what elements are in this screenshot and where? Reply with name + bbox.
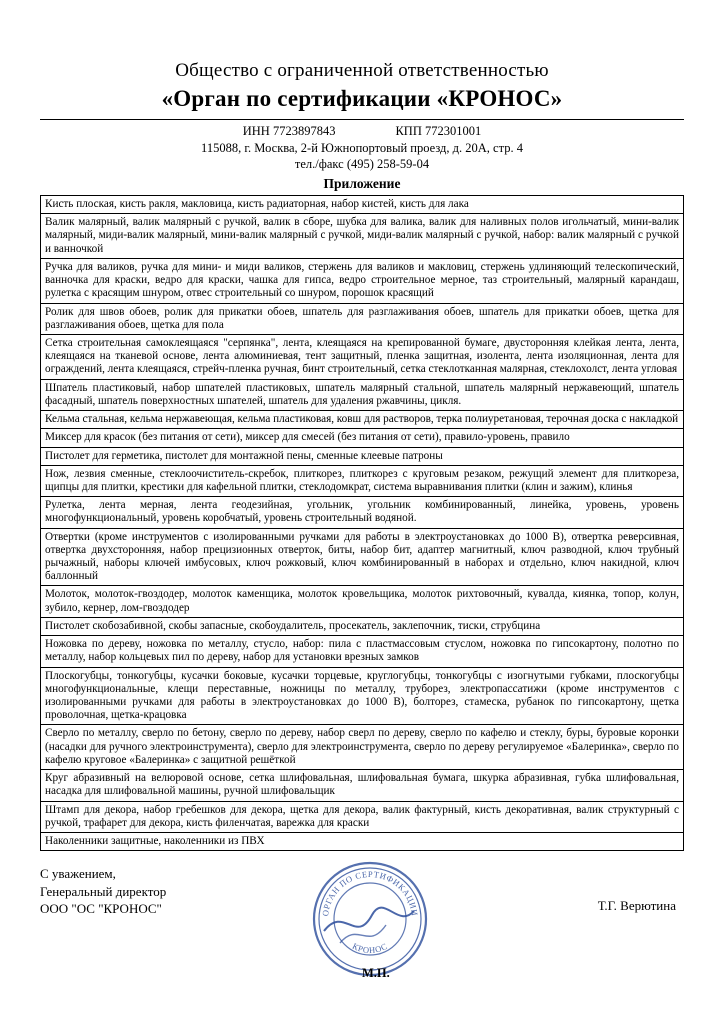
- table-row: [41, 725, 684, 770]
- table-row: [41, 258, 684, 303]
- table-row: [41, 586, 684, 617]
- item-cell: Ножовка по дереву, ножовка по металлу, стусло, набор: пила с пластмассовым стуслом, ножовка по гипсокартону, полотно по металлу, набор кольцевых пил по дереву, набор для установки врезных замков: [41, 636, 684, 667]
- table-row: [41, 447, 684, 465]
- item-cell: Нож, лезвия сменные, стеклоочиститель-скребок, плиткорез, плиткорез с круговым резаком, режущий элемент для плиткореза, щипцы для плитки, крестики для кафельной плитки, стеклодомкрат, система выравнивания плитки (клин и зажим), клинья: [41, 465, 684, 496]
- table-row: [41, 528, 684, 586]
- official-stamp-icon: [310, 859, 428, 977]
- item-cell: Кельма стальная, кельма нержавеющая, кельма пластиковая, ковш для растворов, терка полиуретановая, терочная доска с накладкой: [41, 411, 684, 429]
- svg-text:ОРГАН ПО СЕРТИФИКАЦИИ: ОРГАН ПО СЕРТИФИКАЦИИ: [320, 869, 420, 917]
- signer-company: ООО "ОС "КРОНОС": [40, 901, 162, 917]
- items-table-body: [41, 196, 684, 851]
- item-cell: Кисть плоская, кисть ракля, макловица, кисть радиаторная, набор кистей, кисть для лака: [41, 196, 684, 214]
- item-cell: Штамп для декора, набор гребешков для декора, щетка для декора, валик фактурный, кисть декоративная, валик структурный с ручкой, трафарет для декора, кисть филенчатая, варежка для краски: [41, 801, 684, 832]
- table-row: [41, 214, 684, 259]
- table-row: [41, 617, 684, 635]
- table-row: [41, 636, 684, 667]
- item-cell: Пистолет для герметика, пистолет для монтажной пены, сменные клеевые патроны: [41, 447, 684, 465]
- company-name-line: «Орган по сертификации «КРОНОС»: [161, 86, 563, 111]
- item-cell: Ручка для валиков, ручка для мини- и миди валиков, стержень для валиков и макловиц, стержень удлиняющий телескопический, ванночка для краски, ведро для краски, чашка для гипса, ведро строительное мерное, таз строительный, малярный карандаш, рулетка с красящим шнуром, отвес строительный со шнуром, порошок красящий: [41, 258, 684, 303]
- mp-label: М.П.: [362, 966, 390, 981]
- table-row: [41, 832, 684, 850]
- item-cell: Наколенники защитные, наколенники из ПВХ: [41, 832, 684, 850]
- svg-text:КРОНОС: КРОНОС: [350, 940, 390, 956]
- table-row: [41, 801, 684, 832]
- company-phone: тел./факс (495) 258-59-04: [294, 157, 430, 171]
- item-cell: Круг абразивный на велюровой основе, сетка шлифовальная, шлифовальная бумага, шкурка абразивная, губка шлифовальная, насадка для шлифовальной машины, ручной шлифовальщик: [41, 770, 684, 801]
- company-address: 115088, г. Москва, 2-й Южнопортовый проезд, д. 20А, стр. 4: [201, 141, 523, 155]
- table-row: [41, 465, 684, 496]
- table-row: [41, 429, 684, 447]
- item-cell: Миксер для красок (без питания от сети), миксер для смесей (без питания от сети), правило-уровень, правило: [41, 429, 684, 447]
- item-cell: Шпатель пластиковый, набор шпателей пластиковых, шпатель малярный стальной, шпатель малярный нержавеющий, шпатель фасадный, шпатель поверхностных шпателей, шпатель для удаления ржавчины, цикля.: [41, 379, 684, 410]
- kpp-value: КПП 772301001: [395, 124, 482, 138]
- item-cell: Ролик для швов обоев, ролик для прикатки обоев, шпатель для разглаживания обоев, шпатель для прикатки обоев, щетка для разглаживания обоев, щетка для пола: [41, 303, 684, 334]
- item-cell: Сверло по металлу, сверло по бетону, сверло по дереву, набор сверл по дереву, сверло по кафелю и стеклу, буры, буровые коронки (насадки для ручного электроинструмента), сверло для электроинструмента, сверло по дереву регулируемое «Балеринка», сверло по кафелю круговое «Балеринка» с защитной решёткой: [41, 725, 684, 770]
- item-cell: Отвертки (кроме инструментов с изолированными ручками для работы в электроустановках до 1000 В), отвертка реверсивная, отвертка двухсторонняя, набор прецизионных отверток, биты, набор бит, адаптер магнитный, ключ разводной, ключ трубный рычажный, наборы ключей имбусовых, ключ рожковый, ключ комбинированный в наборах и отдельно, ключ накидной, ключ баллонный: [41, 528, 684, 586]
- table-row: [41, 379, 684, 410]
- inn-value: ИНН 7723897843: [242, 124, 336, 138]
- table-row: [41, 303, 684, 334]
- table-row: [41, 411, 684, 429]
- signer-name: Т.Г. Верютина: [597, 898, 676, 914]
- table-row: [41, 334, 684, 379]
- item-cell: Валик малярный, валик малярный с ручкой, валик в сборе, шубка для валика, валик для наливных полов игольчатый, мини-валик малярный, миди-валик малярный, мини-валик малярный с ручкой, миди-валик малярный с ручкой, набор: валик малярный с ручкой и ванночкой: [41, 214, 684, 259]
- signer-position: Генеральный директор: [40, 883, 167, 899]
- item-cell: Рулетка, лента мерная, лента геодезийная, угольник, угольник комбинированный, линейка, уровень, уровень многофункциональный, уровень коробчатый, уровень строительный водяной.: [41, 497, 684, 528]
- item-cell: Молоток, молоток-гвоздодер, молоток каменщика, молоток кровельщика, молоток рихтовочный, кувалда, киянка, топор, колун, зубило, кернер, лом-гвоздодер: [41, 586, 684, 617]
- table-row: [41, 667, 684, 725]
- document-header: [40, 60, 684, 172]
- regards-text: С уважением,: [40, 866, 116, 882]
- signature-left: [40, 865, 166, 918]
- header-divider: [40, 119, 684, 120]
- appendix-title: Приложение: [323, 176, 401, 191]
- item-cell: Пистолет скобозабивной, скобы запасные, скобоудалитель, просекатель, заклепочник, тиски, струбцина: [41, 617, 684, 635]
- company-type-line: Общество с ограниченной ответственностью: [175, 60, 549, 81]
- table-row: [41, 196, 684, 214]
- table-row: [41, 770, 684, 801]
- tax-ids-row: [40, 124, 684, 139]
- item-cell: Сетка строительная самоклеящаяся "серпянка", лента, клеящаяся на крепированной бумаге, двусторонняя клейкая лента, лента, клеящаяся на тканевой основе, лента алюминиевая, тент защитный, пленка защитная, изолента, лента изоляционная, лента для ограждений, лента клеящаяся, стрейч-пленка ручная, бинт строительный, сетка стеклотканная малярная, стеклохолст, лента угловая: [41, 334, 684, 379]
- table-row: [41, 497, 684, 528]
- items-table: [40, 195, 684, 851]
- item-cell: Плоскогубцы, тонкогубцы, кусачки боковые, кусачки торцевые, круглогубцы, тонкогубцы с изогнутыми губками, плоскогубцы многофункциональные, клещи переставные, ножницы по металлу, труборез, электропассатижи (кроме инструментов с изолированными ручками для работы в электроустановках до 1000 В), болторез, стамеска, рубанок по гипсокартону, щетка проволочная, щетка-крацовка: [41, 667, 684, 725]
- signature-block: [40, 865, 684, 981]
